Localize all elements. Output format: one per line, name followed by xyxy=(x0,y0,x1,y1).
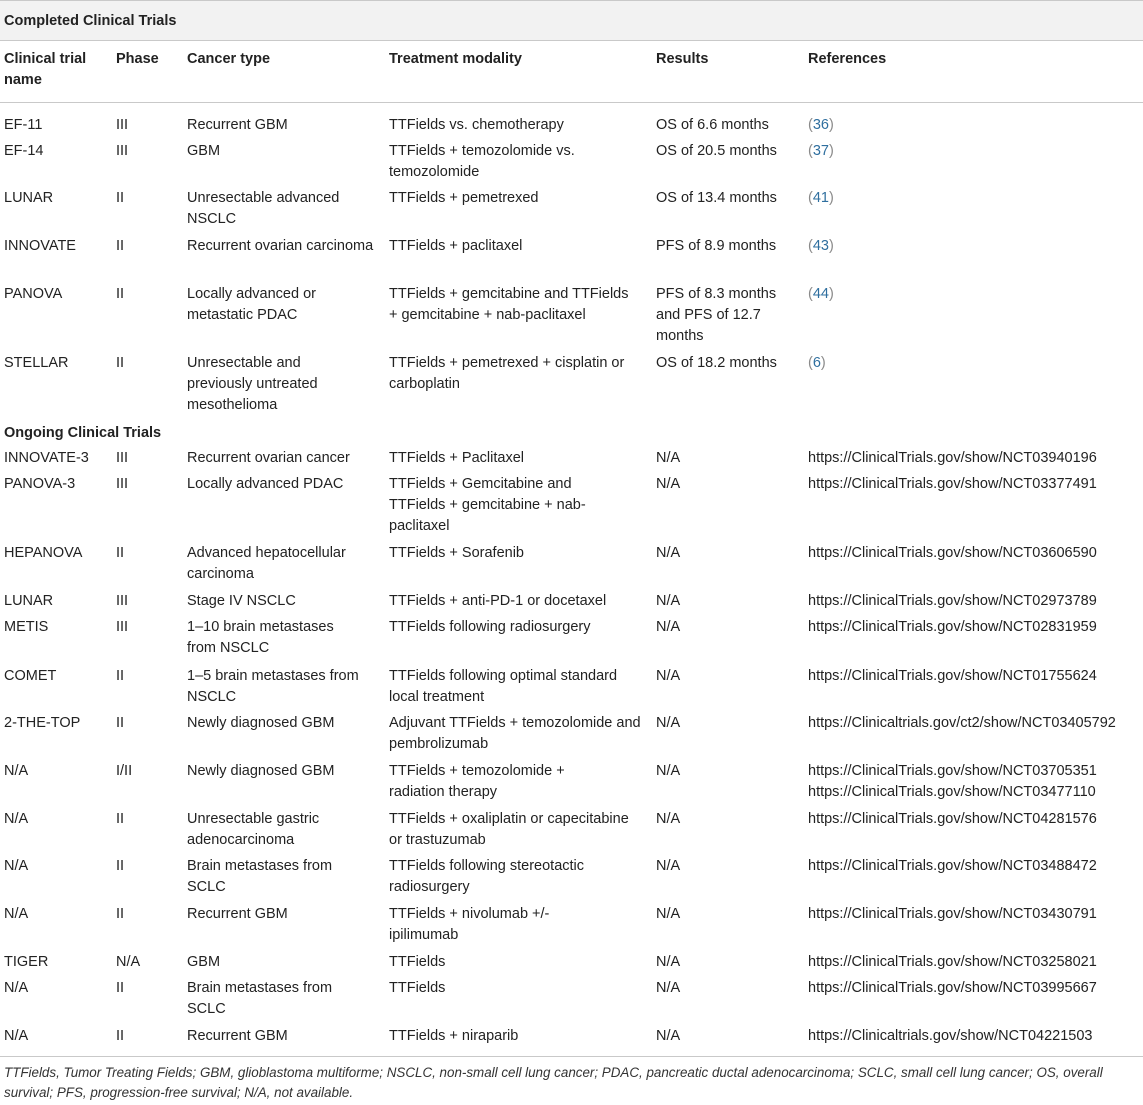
cell-phase: II xyxy=(116,811,125,827)
cell-treatment: TTFields + Sorafenib xyxy=(389,545,524,561)
header-cancer-type: Cancer type xyxy=(187,51,271,67)
cell-reference-link[interactable]: https://Clinicaltrials.gov/ct2/show/NCT03405792 xyxy=(808,715,1116,731)
completed-section-title: Completed Clinical Trials xyxy=(4,13,177,29)
cell-reference-link[interactable]: https://ClinicalTrials.gov/show/NCT04281576 xyxy=(808,811,1097,827)
cell-results: N/A xyxy=(656,593,681,609)
cell-reference-link[interactable]: https://ClinicalTrials.gov/show/NCT03940196 xyxy=(808,450,1097,466)
cell-name: COMET xyxy=(4,668,57,684)
cell-treatment: TTFields + temozolomide vs. temozolomide xyxy=(389,143,575,180)
cell-reference[interactable] xyxy=(808,236,834,257)
cell-cancer: Recurrent GBM xyxy=(187,1028,288,1044)
ref-number[interactable]: 41 xyxy=(812,190,829,206)
cell-treatment: TTFields following stereotactic radiosurgery xyxy=(389,858,585,895)
cell-reference-link[interactable]: https://ClinicalTrials.gov/show/NCT02831959 xyxy=(808,619,1097,635)
cell-cancer: Unresectable advanced NSCLC xyxy=(187,190,340,227)
cell-treatment: TTFields + nivolumab +/- ipilimumab xyxy=(389,906,550,943)
cell-cancer: Newly diagnosed GBM xyxy=(187,715,335,731)
cell-cancer: Newly diagnosed GBM xyxy=(187,763,335,779)
cell-name: PANOVA xyxy=(4,286,63,302)
cell-cancer: Recurrent ovarian cancer xyxy=(187,450,350,466)
cell-reference-link[interactable]: https://ClinicalTrials.gov/show/NCT03430791 xyxy=(808,906,1097,922)
cell-phase: II xyxy=(116,715,125,731)
cell-name: PANOVA-3 xyxy=(4,476,76,492)
title-rule xyxy=(0,40,1143,41)
cell-results: N/A xyxy=(656,715,681,731)
cell-cancer: 1–10 brain metastases from NSCLC xyxy=(187,619,334,656)
cell-name: HEPANOVA xyxy=(4,545,83,561)
cell-treatment: TTFields + gemcitabine and TTFields + gemcitabine + nab-paclitaxel xyxy=(389,286,629,323)
cell-results: PFS of 8.9 months xyxy=(656,238,777,254)
cell-cancer: Stage IV NSCLC xyxy=(187,593,296,609)
cell-name: LUNAR xyxy=(4,593,54,609)
cell-treatment: TTFields following radiosurgery xyxy=(389,619,591,635)
cell-results: N/A xyxy=(656,619,681,635)
cell-cancer: Recurrent GBM xyxy=(187,906,288,922)
header-name: Clinical trial name xyxy=(4,51,87,88)
cell-treatment: TTFields + anti-PD-1 or docetaxel xyxy=(389,593,607,609)
cell-phase: III xyxy=(116,619,129,635)
cell-reference[interactable] xyxy=(808,141,834,162)
cell-phase: II xyxy=(116,238,125,254)
cell-reference[interactable] xyxy=(808,284,834,305)
cell-results: N/A xyxy=(656,545,681,561)
ref-number[interactable]: 43 xyxy=(812,238,829,254)
ref-number[interactable]: 44 xyxy=(812,286,829,302)
ongoing-section-title: Ongoing Clinical Trials xyxy=(4,425,162,441)
cell-name: INNOVATE-3 xyxy=(4,450,89,466)
cell-phase: II xyxy=(116,545,125,561)
cell-reference-link[interactable]: https://ClinicalTrials.gov/show/NCT01755624 xyxy=(808,668,1097,684)
header-results: Results xyxy=(656,51,709,67)
cell-treatment: TTFields + Paclitaxel xyxy=(389,450,524,466)
cell-phase: II xyxy=(116,906,125,922)
cell-treatment: TTFields + pemetrexed + cisplatin or carboplatin xyxy=(389,355,625,392)
cell-reference-link[interactable]: https://ClinicalTrials.gov/show/NCT03606590 xyxy=(808,545,1097,561)
cell-results: N/A xyxy=(656,668,681,684)
cell-name: EF-14 xyxy=(4,143,44,159)
cell-treatment: TTFields vs. chemotherapy xyxy=(389,117,564,133)
cell-name: METIS xyxy=(4,619,49,635)
cell-cancer: Locally advanced PDAC xyxy=(187,476,344,492)
cell-treatment: TTFields + pemetrexed xyxy=(389,190,539,206)
cell-results: OS of 18.2 months xyxy=(656,355,777,371)
cell-phase: III xyxy=(116,476,129,492)
cell-phase: II xyxy=(116,355,125,371)
cell-phase: N/A xyxy=(116,954,141,970)
cell-cancer: Unresectable gastric adenocarcinoma xyxy=(187,811,320,848)
cell-cancer: Unresectable and previously untreated mesothelioma xyxy=(187,355,318,413)
cell-phase: III xyxy=(116,117,129,133)
cell-cancer: Brain metastases from SCLC xyxy=(187,858,333,895)
cell-cancer: GBM xyxy=(187,954,221,970)
cell-results: PFS of 8.3 months and PFS of 12.7 months xyxy=(656,286,777,344)
cell-treatment: TTFields + oxaliplatin or capecitabine or trastuzumab xyxy=(389,811,629,848)
cell-name: STELLAR xyxy=(4,355,69,371)
ref-close: ) xyxy=(828,286,834,302)
cell-phase: III xyxy=(116,593,129,609)
ref-close: ) xyxy=(820,355,826,371)
ref-open: ( xyxy=(808,143,813,159)
cell-reference-link[interactable]: https://ClinicalTrials.gov/show/NCT03995667 xyxy=(808,980,1097,996)
cell-reference[interactable] xyxy=(808,188,834,209)
cell-results: N/A xyxy=(656,906,681,922)
cell-reference-link[interactable]: https://ClinicalTrials.gov/show/NCT03705351 xyxy=(808,763,1097,779)
cell-reference-link[interactable]: https://ClinicalTrials.gov/show/NCT02973789 xyxy=(808,593,1097,609)
cell-name: N/A xyxy=(4,906,29,922)
ref-close: ) xyxy=(828,190,834,206)
cell-cancer: Brain metastases from SCLC xyxy=(187,980,333,1017)
cell-results: N/A xyxy=(656,980,681,996)
cell-cancer: 1–5 brain metastases from NSCLC xyxy=(187,668,359,705)
cell-results: N/A xyxy=(656,954,681,970)
cell-reference-link[interactable]: https://ClinicalTrials.gov/show/NCT03258021 xyxy=(808,954,1097,970)
cell-phase: II xyxy=(116,980,125,996)
ref-close: ) xyxy=(828,143,834,159)
header-phase: Phase xyxy=(116,51,159,67)
ref-open: ( xyxy=(808,117,813,133)
cell-cancer: Locally advanced or metastatic PDAC xyxy=(187,286,316,323)
cell-reference-link[interactable]: https://ClinicalTrials.gov/show/NCT03488472 xyxy=(808,858,1097,874)
cell-treatment: TTFields + niraparib xyxy=(389,1028,519,1044)
cell-name: N/A xyxy=(4,1028,29,1044)
ref-number[interactable]: 37 xyxy=(812,143,829,159)
cell-phase: II xyxy=(116,1028,125,1044)
ref-close: ) xyxy=(828,117,834,133)
cell-results: OS of 13.4 months xyxy=(656,190,777,206)
cell-results: N/A xyxy=(656,1028,681,1044)
header-rule xyxy=(0,102,1143,103)
cell-treatment: TTFields + temozolomide + radiation therapy xyxy=(389,763,565,800)
cell-phase: I/II xyxy=(116,763,133,779)
cell-results: N/A xyxy=(656,811,681,827)
cell-phase: III xyxy=(116,143,129,159)
cell-results: N/A xyxy=(656,858,681,874)
cell-cancer: GBM xyxy=(187,143,221,159)
ref-number[interactable]: 6 xyxy=(812,355,821,371)
cell-name: INNOVATE xyxy=(4,238,76,254)
ref-number[interactable]: 36 xyxy=(812,117,829,133)
cell-name: 2-THE-TOP xyxy=(4,715,81,731)
cell-treatment: Adjuvant TTFields + temozolomide and pembrolizumab xyxy=(389,715,641,752)
table-footnote: TTFields, Tumor Treating Fields; GBM, glioblastoma multiforme; NSCLC, non-small cell lung cancer; PDAC, pancreatic ductal adenocarcinoma; SCLC, small cell lung cancer; OS, overall survival; PFS, progression-free survival; N/A, not available. xyxy=(4,1065,1103,1100)
cell-phase: II xyxy=(116,286,125,302)
header-references: References xyxy=(808,51,887,67)
ref-open: ( xyxy=(808,355,813,371)
cell-reference-link[interactable]: https://Clinicaltrials.gov/show/NCT04221503 xyxy=(808,1028,1093,1044)
cell-name: LUNAR xyxy=(4,190,54,206)
cell-reference-link-2[interactable]: https://ClinicalTrials.gov/show/NCT03477110 xyxy=(808,784,1096,800)
cell-name: TIGER xyxy=(4,954,49,970)
cell-results: N/A xyxy=(656,476,681,492)
cell-results: OS of 6.6 months xyxy=(656,117,769,133)
cell-reference[interactable] xyxy=(808,353,826,374)
cell-name: N/A xyxy=(4,858,29,874)
ref-open: ( xyxy=(808,286,813,302)
cell-treatment: TTFields + paclitaxel xyxy=(389,238,523,254)
cell-name: N/A xyxy=(4,811,29,827)
cell-name: EF-11 xyxy=(4,117,43,133)
ref-open: ( xyxy=(808,238,813,254)
cell-reference-link[interactable]: https://ClinicalTrials.gov/show/NCT03377491 xyxy=(808,476,1097,492)
cell-name: N/A xyxy=(4,763,29,779)
ref-close: ) xyxy=(828,238,834,254)
cell-phase: II xyxy=(116,190,125,206)
cell-treatment: TTFields + Gemcitabine and TTFields + gemcitabine + nab-paclitaxel xyxy=(389,476,586,534)
cell-cancer: Recurrent ovarian carcinoma xyxy=(187,238,374,254)
bottom-rule xyxy=(0,1056,1143,1057)
cell-name: N/A xyxy=(4,980,29,996)
cell-treatment: TTFields following optimal standard local treatment xyxy=(389,668,618,705)
cell-phase: II xyxy=(116,668,125,684)
cell-results: OS of 20.5 months xyxy=(656,143,777,159)
cell-cancer: Advanced hepatocellular carcinoma xyxy=(187,545,346,582)
header-treatment: Treatment modality xyxy=(389,51,522,67)
cell-results: N/A xyxy=(656,450,681,466)
cell-results: N/A xyxy=(656,763,681,779)
cell-treatment: TTFields xyxy=(389,980,446,996)
cell-treatment: TTFields xyxy=(389,954,446,970)
top-rule xyxy=(0,0,1143,1)
cell-reference[interactable] xyxy=(808,115,834,136)
cell-phase: III xyxy=(116,450,129,466)
ref-open: ( xyxy=(808,190,813,206)
cell-phase: II xyxy=(116,858,125,874)
cell-cancer: Recurrent GBM xyxy=(187,117,288,133)
